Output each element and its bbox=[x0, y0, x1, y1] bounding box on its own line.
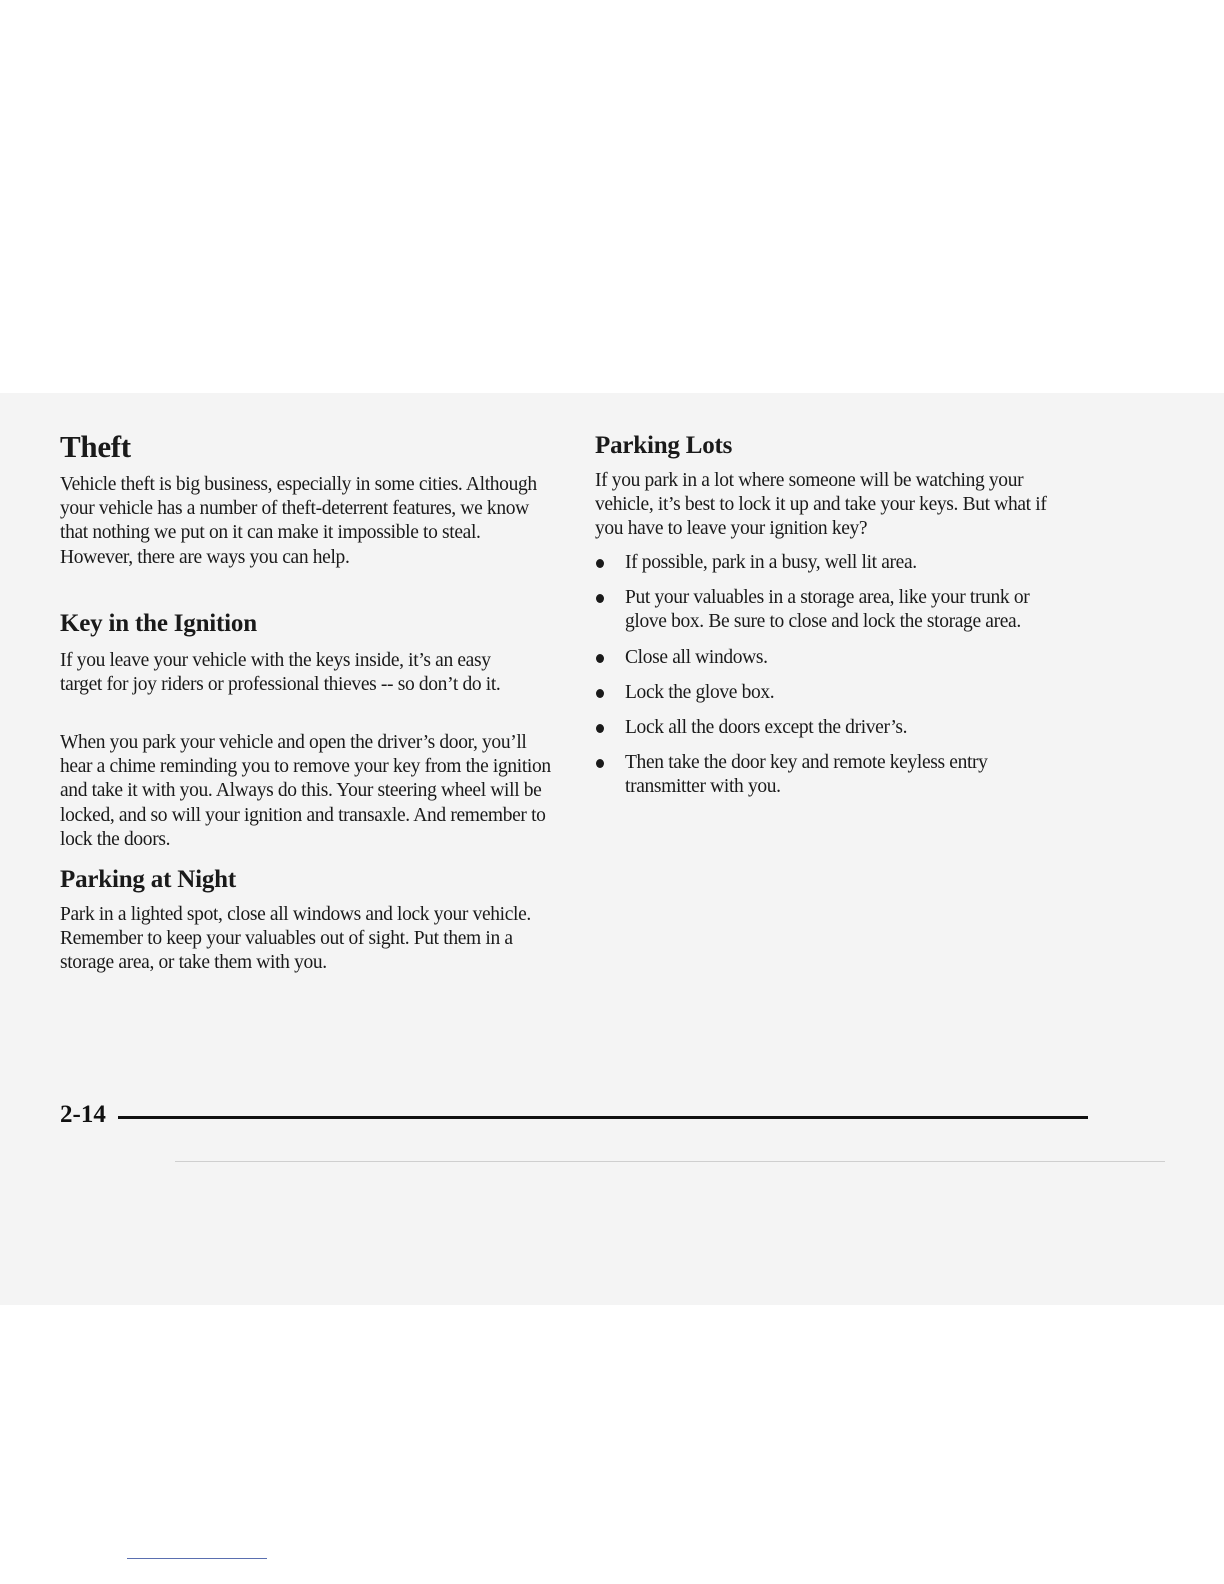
bullet-icon bbox=[596, 559, 604, 568]
key-paragraph-1: If you leave your vehicle with the keys inside, it’s an easy target for joy riders or professional thieves -- so don’t do it. bbox=[60, 650, 501, 696]
theft-heading: Theft bbox=[60, 429, 131, 464]
scan-artifact-line bbox=[175, 1161, 1165, 1162]
page-scan-area bbox=[0, 393, 1224, 1305]
bullet-icon bbox=[596, 654, 604, 663]
bullet-icon bbox=[596, 594, 604, 603]
parking-lots-bullet-list bbox=[595, 551, 1065, 811]
key-paragraph-2: When you park your vehicle and open the driver’s door, you’ll hear a chime reminding you to remove your key from the ignition and take it with you. Always do this. Your steering wheel will be locked, and so will your ignition and transaxle. And remember to lock the doors. bbox=[60, 732, 551, 850]
page-number: 2-14 bbox=[60, 1101, 106, 1128]
list-item bbox=[595, 681, 1065, 705]
list-item-text: If possible, park in a busy, well lit area. bbox=[625, 552, 917, 573]
parking-at-night-heading: Parking at Night bbox=[60, 866, 236, 893]
key-in-ignition-heading: Key in the Ignition bbox=[60, 610, 257, 637]
bullet-icon bbox=[596, 689, 604, 698]
parking-lots-heading: Parking Lots bbox=[595, 432, 733, 459]
list-item-text: Lock all the doors except the driver’s. bbox=[625, 717, 908, 739]
list-item-text: Lock the glove box. bbox=[625, 681, 775, 703]
list-item bbox=[595, 551, 1065, 575]
lots-paragraph: If you park in a lot where someone will be watching your vehicle, it’s best to lock it up and take your keys. But what if you have to leave your ignition key? bbox=[595, 470, 1047, 540]
night-paragraph: Park in a lighted spot, close all windows and lock your vehicle. Remember to keep your valuables out of sight. Put them in a storage area, or take them with you. bbox=[60, 904, 531, 974]
list-item bbox=[595, 716, 1065, 740]
bullet-icon bbox=[596, 759, 604, 768]
theft-paragraph: Vehicle theft is big business, especially in some cities. Although your vehicle has a number of theft-deterrent features, we know that nothing we put on it can make it impossible to steal. However, there are ways you can help. bbox=[60, 474, 537, 568]
list-item-text: Put your valuables in a storage area, like your trunk or glove box. Be sure to close and lock the storage area. bbox=[625, 587, 1030, 633]
list-item bbox=[595, 646, 1065, 670]
footer-rule bbox=[118, 1116, 1088, 1119]
list-item-text: Then take the door key and remote keyless entry transmitter with you. bbox=[625, 752, 988, 798]
list-item bbox=[595, 751, 1065, 799]
list-item-text: Close all windows. bbox=[625, 646, 768, 668]
list-item bbox=[595, 586, 1065, 634]
bottom-link-underline bbox=[127, 1558, 267, 1559]
bullet-icon bbox=[596, 724, 604, 733]
